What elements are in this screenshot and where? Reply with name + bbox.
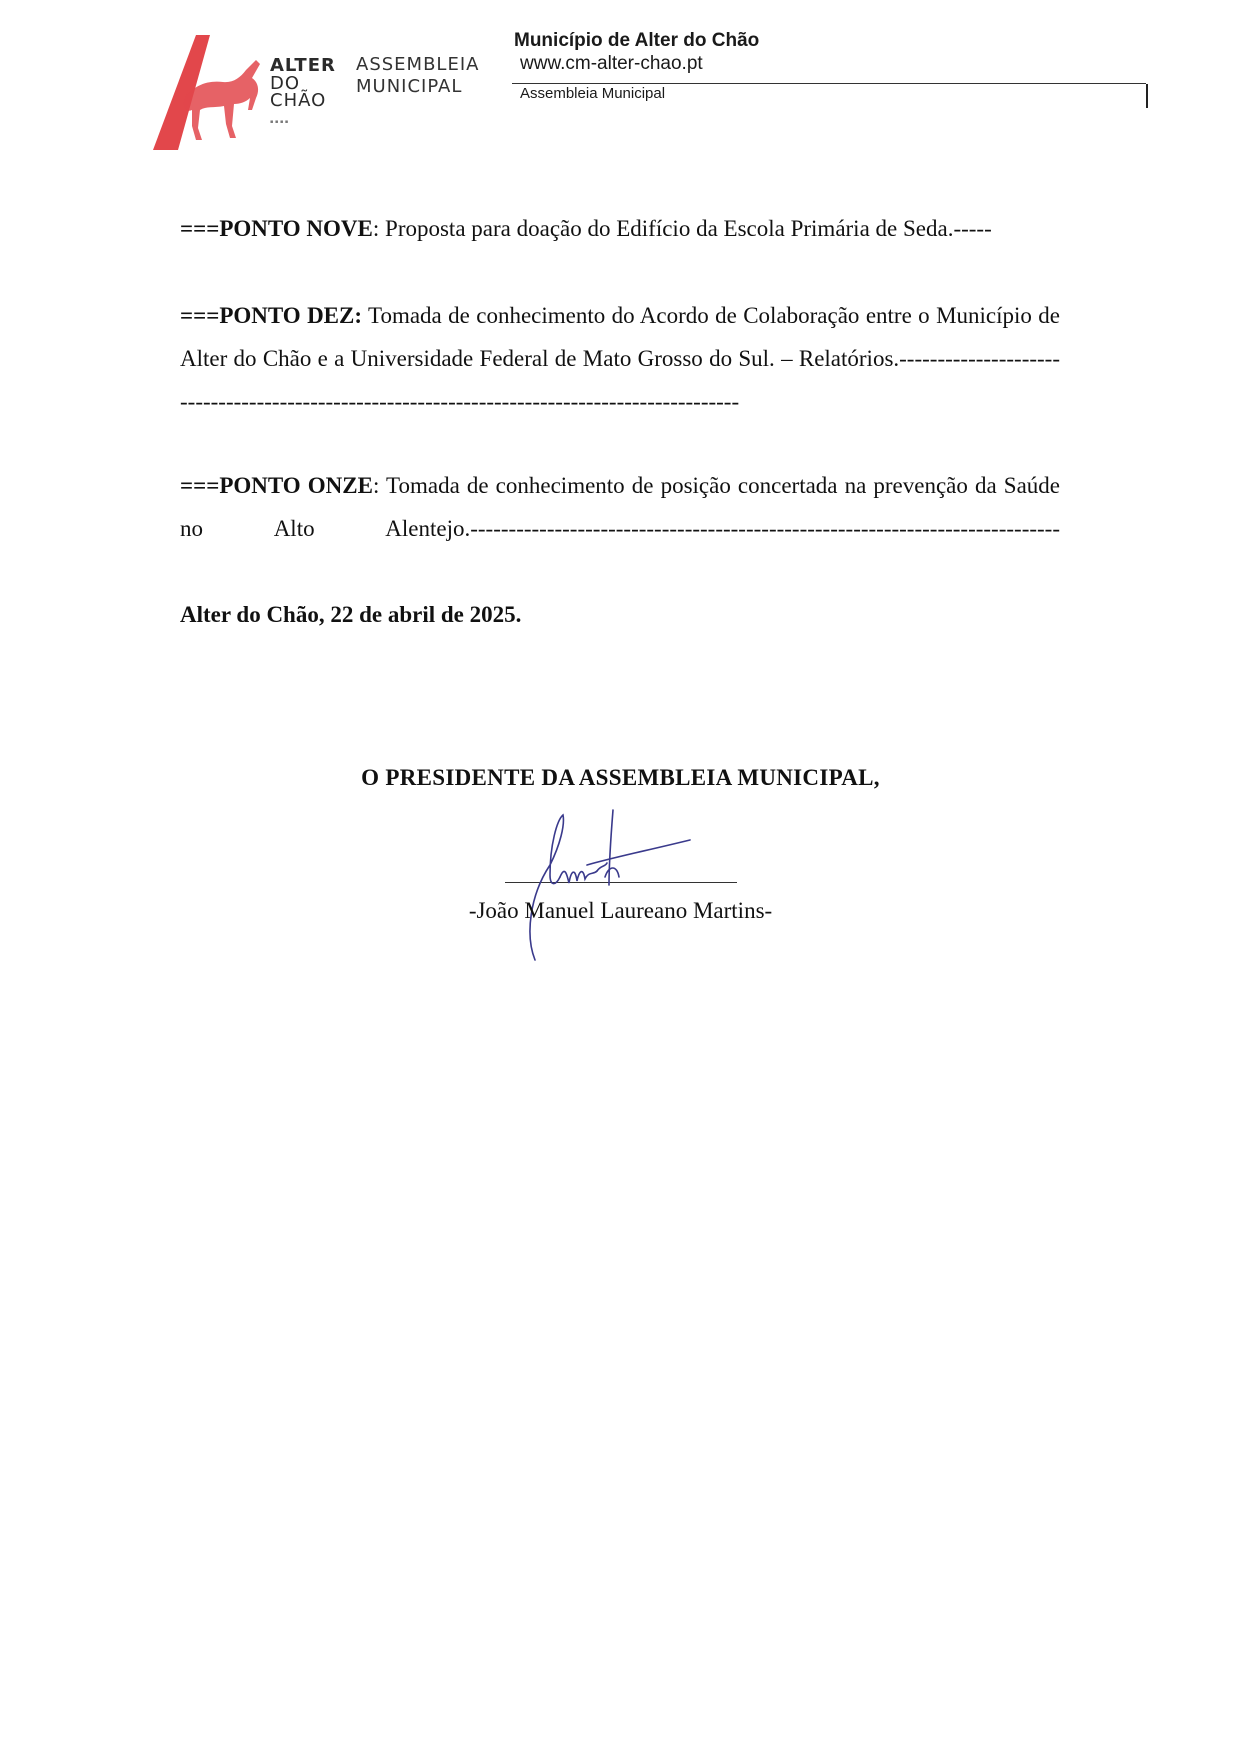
logo-alter: ALTER [270,55,336,76]
horse-logo-icon [148,30,273,155]
ponto-nove-lead: ===PONTO NOVE [180,216,373,241]
logo-assembleia: ASSEMBLEIA [356,54,480,75]
header-title: Município de Alter do Chão [514,30,760,51]
document-date: Alter do Chão, 22 de abril de 2025. [180,602,522,627]
header-rule [512,83,1146,84]
header-url: www.cm-alter-chao.pt [520,53,703,74]
logo-chao: CHÃO [270,90,327,111]
ponto-dez-lead: ===PONTO DEZ: [180,303,363,328]
handwritten-signature [505,805,725,965]
ponto-nove [180,207,1060,250]
ponto-onze [180,464,1060,550]
signatory-name: -João Manuel Laureano Martins- [468,898,773,923]
president-heading: O PRESIDENTE DA ASSEMBLEIA MUNICIPAL, [361,765,880,790]
ponto-onze-text: : Tomada de conhecimento de posição concertada na prevenção da Saúde no Alto Alentejo.----------------------------------------------------------------------------- [180,473,1060,541]
ponto-dez [180,294,1060,423]
ponto-dez-text: Tomada de conhecimento do Acordo de Colaboração entre o Município de Alter do Chão e a Universidade Federal de Mato Grosso do Sul. – Relatórios.---------------------------------------------------------------------------------------------- [180,303,1060,414]
ponto-nove-text: : Proposta para doação do Edifício da Escola Primária de Seda.----- [372,216,992,241]
logo-tagline: ▪ ▪ ▪ ▪ [270,119,289,125]
logo-municipal: MUNICIPAL [356,76,463,97]
header-vertical-bar [1146,84,1148,108]
logo-do: DO [270,73,301,94]
header-subtitle: Assembleia Municipal [520,85,666,102]
ponto-onze-lead: ===PONTO ONZE [180,473,373,498]
